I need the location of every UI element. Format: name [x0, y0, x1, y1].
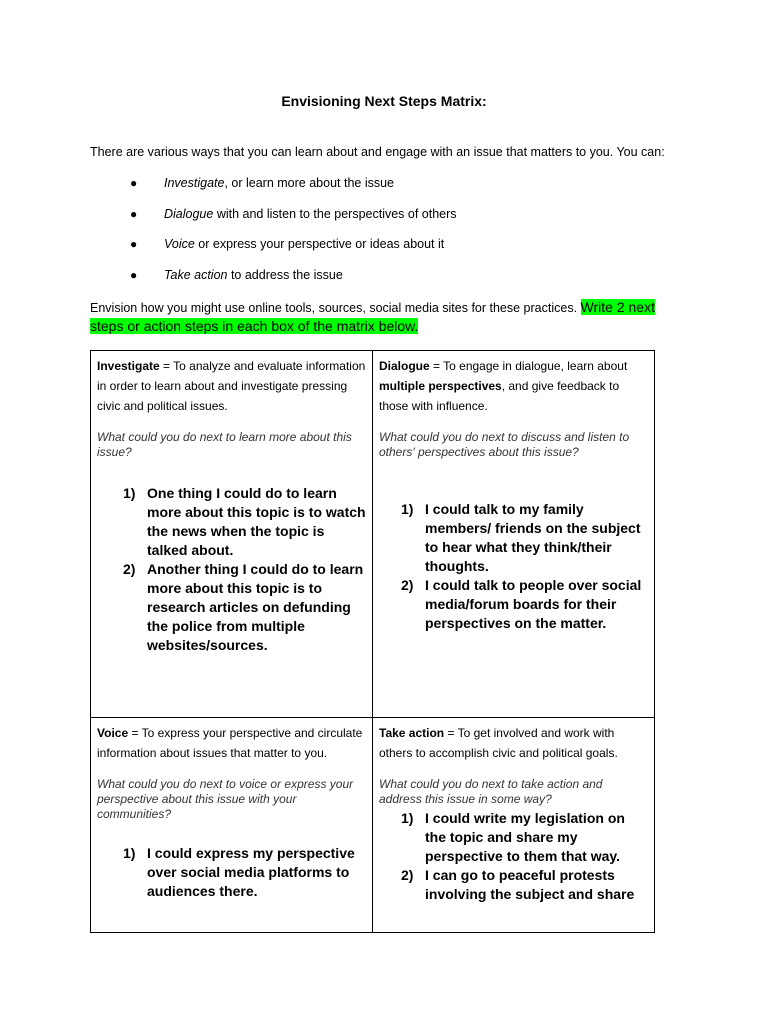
next-steps-matrix: [90, 350, 655, 933]
answer-number: 2): [401, 577, 414, 593]
answer-text: I could write my legislation on the topic and share my perspective to them that way.: [425, 810, 625, 864]
practice-term: Voice: [164, 237, 195, 251]
investigate-definition-text: = To analyze and evaluate information in order to learn about and investigate pressing civic and political issues.: [97, 359, 366, 413]
envision-text: Envision how you might use online tools, sources, social media sites for these practices.: [90, 301, 581, 315]
voice-definition: [97, 723, 366, 763]
take-action-term: Take action: [379, 726, 445, 740]
dialogue-definition-text-end: , and give feedback to those with influence.: [379, 379, 620, 413]
voice-term: Voice: [97, 726, 129, 740]
voice-answers: [123, 844, 366, 901]
intro-paragraph: There are various ways that you can learn about and engage with an issue that matters to you. You can:: [90, 145, 665, 159]
voice-cell: [91, 718, 373, 933]
answer-item: [123, 484, 366, 560]
take-action-cell: [373, 718, 655, 933]
take-action-question: What could you do next to take action and address this issue in some way?: [379, 777, 603, 806]
envision-paragraph: [90, 298, 680, 336]
answer-text: I could talk to people over social media/forum boards for their perspectives on the matter.: [425, 577, 642, 631]
answer-item: [401, 576, 648, 633]
list-item: [130, 266, 457, 297]
answer-text: One thing I could do to learn more about this topic is to watch the news when the topic is talked about.: [147, 485, 366, 558]
highlighted-instruction: Write 2 next steps or action steps in each box of the matrix below.: [90, 299, 655, 334]
bullet-icon: ●: [130, 237, 138, 251]
answer-number: 1): [123, 485, 136, 501]
matrix-row: [91, 351, 655, 718]
answer-text: Another thing I could do to learn more about this topic is to research articles on defunding the police from multiple websites/sources.: [147, 561, 364, 653]
practice-description: with and listen to the perspectives of others: [213, 206, 457, 221]
practice-term: Investigate: [164, 176, 225, 190]
list-item: [130, 174, 457, 205]
practice-description: , or learn more about the issue: [224, 176, 395, 190]
answer-number: 2): [123, 561, 136, 577]
answer-number: 1): [401, 501, 414, 517]
practice-term: Dialogue: [164, 206, 214, 221]
answer-item: [401, 809, 648, 866]
answer-number: 2): [401, 867, 414, 883]
matrix-row: [91, 718, 655, 933]
bullet-icon: ●: [130, 176, 138, 190]
practices-list: [130, 174, 457, 296]
dialogue-cell: [373, 351, 655, 718]
investigate-question: What could you do next to learn more about this issue?: [97, 430, 352, 459]
take-action-definition-text: = To get involved and work with others to accomplish civic and political goals.: [379, 726, 618, 760]
answer-text: I can go to peaceful protests involving the subject and share: [425, 867, 635, 902]
answer-item: [123, 844, 366, 901]
list-item: [130, 205, 457, 236]
take-action-answers: [401, 809, 648, 904]
bullet-icon: ●: [130, 267, 138, 282]
answer-number: 1): [401, 810, 414, 826]
answer-item: [123, 560, 366, 655]
voice-definition-text: = To express your perspective and circulate information about issues that matter to you.: [97, 726, 363, 760]
investigate-definition: [97, 356, 366, 416]
answer-text: I could express my perspective over social media platforms to audiences there.: [147, 845, 355, 899]
investigate-answers: [123, 484, 366, 655]
list-item: [130, 235, 457, 266]
investigate-cell: [91, 351, 373, 718]
dialogue-definition-text: = To engage in dialogue, learn about: [429, 359, 628, 373]
answer-text: I could talk to my family members/ friends on the subject to hear what they think/their thoughts.: [425, 501, 641, 574]
dialogue-answers: [401, 500, 648, 633]
dialogue-term: Dialogue: [379, 359, 430, 373]
bullet-icon: ●: [130, 206, 138, 221]
answer-item: [401, 500, 648, 576]
dialogue-question: What could you do next to discuss and listen to others' perspectives about this issue?: [379, 430, 630, 459]
answer-number: 1): [123, 845, 136, 861]
practice-description: to address the issue: [227, 267, 343, 282]
practice-term: Take action: [164, 267, 228, 282]
dialogue-definition-emphasis: multiple perspectives: [379, 379, 502, 393]
dialogue-definition: [379, 356, 648, 416]
practice-description: or express your perspective or ideas about it: [194, 237, 445, 251]
answer-item: [401, 866, 648, 904]
investigate-term: Investigate: [97, 359, 160, 373]
voice-question: What could you do next to voice or express your perspective about this issue with your communities?: [97, 777, 354, 821]
take-action-definition: [379, 723, 648, 763]
document-title: Envisioning Next Steps Matrix:: [281, 93, 487, 109]
